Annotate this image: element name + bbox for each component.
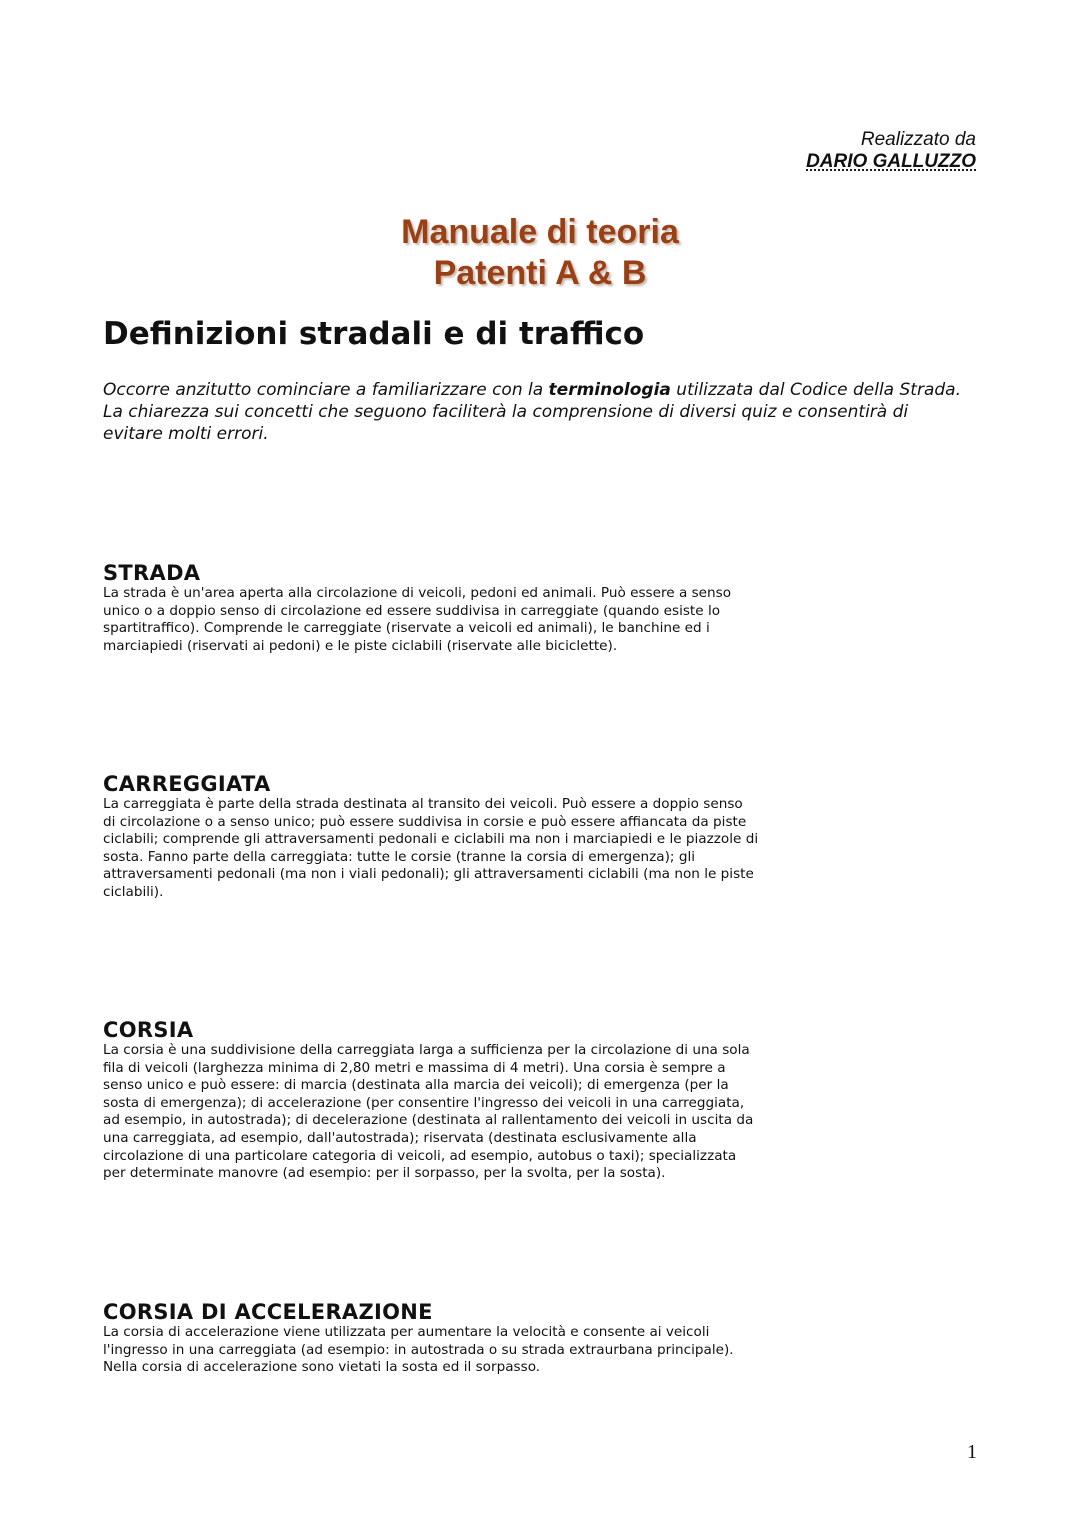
intro-paragraph: [103, 379, 973, 445]
section-title: CORSIA DI ACCELERAZIONE: [103, 1300, 433, 1324]
section-corsia-di-accelerazione: [103, 1300, 813, 1377]
body-line: marciapiedi (riservati ai pedoni) e le piste ciclabili (riservate alle biciclette).: [103, 637, 618, 654]
body-line: Nella corsia di accelerazione sono vietati la sosta ed il sorpasso.: [103, 1359, 541, 1376]
intro-text-after: utilizzata dal Codice della Strada. La chiarezza sui concetti che seguono faciliterà la comprensione di diversi quiz e consentirà di evitare molti errori.: [103, 380, 961, 444]
section-body: [103, 585, 813, 655]
body-line: di circolazione o a senso unico; può essere suddivisa in corsie e può essere affiancata da piste: [103, 813, 747, 830]
title-line-1: Manuale di teoria: [401, 213, 679, 251]
body-line: sosta di emergenza); di accelerazione (per consentire l'ingresso dei veicoli in una carreggiata,: [103, 1094, 745, 1111]
body-line: senso unico e può essere: di marcia (destinata alla marcia dei veicoli); di emergenza (per la: [103, 1077, 729, 1094]
section-carreggiata: [103, 772, 813, 902]
author-name: DARIO GALLUZZO: [806, 151, 976, 172]
body-line: spartitraffico). Comprende le carreggiate (riservate a veicoli ed animali), le banchine ed i: [103, 620, 710, 637]
section-body: [103, 1324, 813, 1377]
body-line: ad esempio, in autostrada); di decelerazione (destinata al rallentamento dei veicoli in uscita da: [103, 1112, 754, 1129]
manual-title: [0, 212, 1080, 294]
body-line: La strada è un'area aperta alla circolazione di veicoli, pedoni ed animali. Può essere a senso: [103, 585, 732, 601]
author-credit: [806, 129, 976, 173]
section-title: CARREGGIATA: [103, 772, 271, 796]
body-line: circolazione di una particolare categoria di veicoli, ad esempio, autobus o taxi); specializzata: [103, 1147, 737, 1164]
body-line: ciclabili; comprende gli attraversamenti pedonali e ciclabili ma non i marciapiedi e le piazzole di: [103, 831, 759, 848]
section-title: CORSIA: [103, 1018, 194, 1042]
body-line: unico o a doppio senso di circolazione ed essere suddivisa in carreggiate (quando esiste lo: [103, 602, 721, 619]
intro-text-before: Occorre anzitutto cominciare a familiarizzare con la: [103, 380, 549, 400]
body-line: l'ingresso in una carreggiata (ad esempio: in autostrada o su strada extraurbana principale).: [103, 1341, 734, 1358]
page-number: 1: [967, 1441, 977, 1463]
section-title: STRADA: [103, 561, 201, 585]
title-line-2: Patenti A & B: [433, 254, 647, 292]
section-strada: [103, 561, 813, 655]
body-line: fila di veicoli (larghezza minima di 2,80 metri e massima di 4 metri). Una corsia è sempre a: [103, 1059, 726, 1076]
body-line: una carreggiata, ad esempio, dall'autostrada); riservata (destinata esclusivamente alla: [103, 1129, 697, 1146]
page-heading: Definizioni stradali e di traffico: [103, 316, 645, 352]
body-line: La carreggiata è parte della strada destinata al transito dei veicoli. Può essere a doppio senso: [103, 796, 743, 812]
body-line: La corsia di accelerazione viene utilizzata per aumentare la velocità e consente ai veicoli: [103, 1324, 710, 1340]
body-line: attraversamenti pedonali (ma non i viali pedonali); gli attraversamenti ciclabili (ma non le piste: [103, 866, 754, 883]
body-line: La corsia è una suddivisione della carreggiata larga a sufficienza per la circolazione di una sola: [103, 1042, 750, 1058]
body-line: per determinate manovre (ad esempio: per il sorpasso, per la svolta, per la sosta).: [103, 1165, 666, 1182]
section-body: [103, 796, 813, 902]
body-line: ciclabili).: [103, 883, 164, 900]
credit-line: Realizzato da: [860, 129, 976, 150]
intro-bold-term: terminologia: [548, 380, 671, 400]
body-line: sosta. Fanno parte della carreggiata: tutte le corsie (tranne la corsia di emergenza); gli: [103, 848, 696, 865]
section-corsia: [103, 1018, 813, 1183]
section-body: [103, 1042, 813, 1183]
